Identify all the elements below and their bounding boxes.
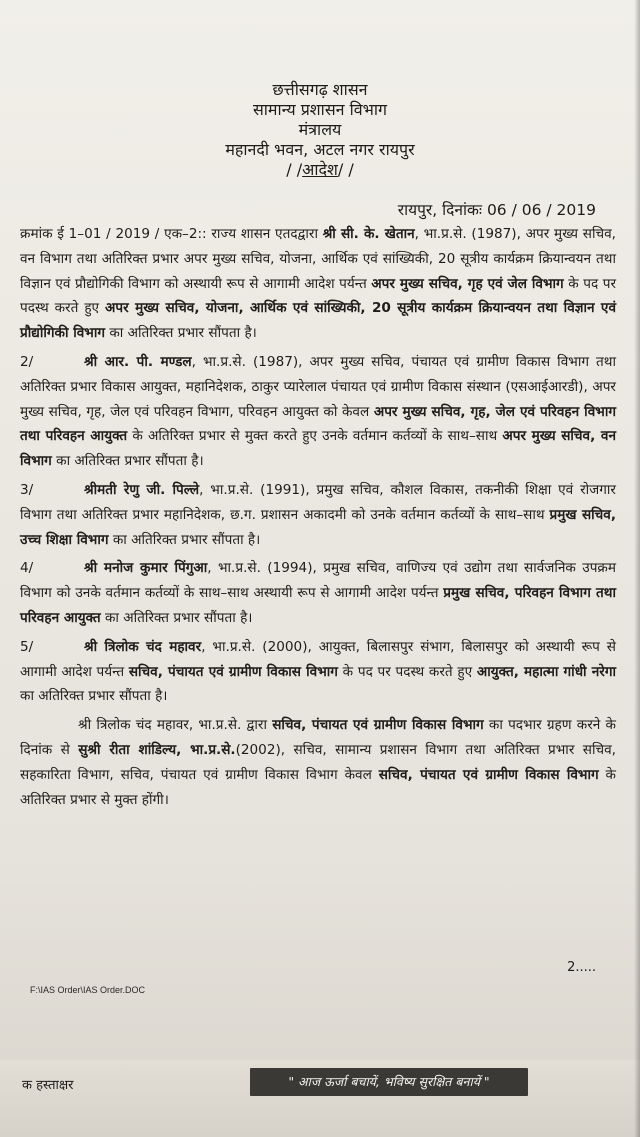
file-path: F:\IAS Order\IAS Order.DOC [30, 985, 146, 995]
paragraph-1: क्रमांक ई 1–01 / 2019 / एक–2:: राज्य शासन एतदद्वारा श्री सी. के. खेतान, भा.प्र.से. (1987), अपर मुख्य सचिव, वन विभाग तथा अतिरिक्त प्रभार अपर मुख्य सचिव, योजना, आर्थिक एवं सांख्यिकी, 20 सूत्रीय कार्यक्रम क्रियान्वयन तथा विज्ञान एवं प्रौद्योगिकी विभाग को अस्थायी रूप से आगामी आदेश पर्यन्त अपर मुख्य सचिव, गृह एवं जेल विभाग के पद पर पदस्थ करते हुए अपर मुख्य सचिव, योजना, आर्थिक एवं सांख्यिकी, 20 सूत्रीय कार्यक्रम क्रियान्वयन तथा विज्ञान एवं प्रौद्योगिकी विभाग का अतिरिक्त प्रभार सौंपता है। [20, 226, 617, 342]
address: महानदी भवन, अटल नगर रायपुर [225, 140, 415, 159]
paragraph-3: 3/ श्रीमती रेणु जी. पिल्ले, भा.प्र.से. (1991), प्रमुख सचिव, कौशल विकास, तकनीकी शिक्षा एवं रोजगार विभाग तथा अतिरिक्त प्रभार महानिदेशक, छ.ग. प्रशासन अकादमी को उनके वर्तमान कर्तव्यों के साथ–साथ प्रमुख सचिव, उच्च शिक्षा विभाग का अतिरिक्त प्रभार सौंपता है। [20, 478, 616, 552]
page-continuation: 2..... [567, 960, 596, 975]
order-word: आदेश [302, 160, 338, 179]
paragraph-6: श्री त्रिलोक चंद महावर, भा.प्र.से. द्वारा सचिव, पंचायत एवं ग्रामीण विकास विभाग का पदभार ग्रहण करने के दिनांक से सुश्री रीता शांडिल्य, भा.प्र.से.(2002), सचिव, सामान्य प्रशासन विभाग तथा अतिरिक्त प्रभार सचिव, सहकारिता विभाग, सचिव, पंचायत एवं ग्रामीण विकास विभाग केवल सचिव, पंचायत एवं ग्रामीण विकास विभाग के अतिरिक्त प्रभार से मुक्त होंगी। [20, 717, 617, 808]
paragraph-number: 4/ [20, 560, 34, 577]
paragraph-number: 5/ [20, 638, 34, 655]
paragraph-number: 2/ [20, 353, 34, 370]
paragraph-number: 3/ [20, 481, 34, 498]
paragraph-5: 5/ श्री त्रिलोक चंद महावर, भा.प्र.से. (2000), आयुक्त, बिलासपुर संभाग, बिलासपुर को अस्थायी रूप से आगामी आदेश पर्यन्त सचिव, पंचायत एवं ग्रामीण विकास विभाग के पद पर पदस्थ करते हुए आयुक्त, महात्मा गांधी नरेगा का अतिरिक्त प्रभार सौंपता है। [20, 635, 616, 709]
energy-slogan-banner: " आज ऊर्जा बचायें, भविष्य सुरक्षित बनायें " [250, 1068, 528, 1096]
order-heading: / /आदेश/ / [286, 160, 354, 179]
office-name: मंत्रालय [298, 120, 342, 139]
paragraph-4: 4/ श्री मनोज कुमार पिंगुआ, भा.प्र.से. (1994), प्रमुख सचिव, वाणिज्य एवं उद्योग तथा सार्वजनिक उपक्रम विभाग को उनके वर्तमान कर्तव्यों के साथ–साथ अस्थायी रूप से आगामी आदेश पर्यन्त प्रमुख सचिव, परिवहन विभाग तथा परिवहन आयुक्त का अतिरिक्त प्रभार सौंपता है। [20, 556, 616, 630]
place-date: रायपुर, दिनांकः 06 / 06 / 2019 [397, 201, 596, 219]
department-name: सामान्य प्रशासन विभाग [252, 100, 388, 119]
paragraph-2: 2/ श्री आर. पी. मण्डल, भा.प्र.से. (1987), अपर मुख्य सचिव, पंचायत एवं ग्रामीण विकास विभाग तथा अतिरिक्त प्रभार विकास आयुक्त, महानिदेशक, ठाकुर प्यारेलाल पंचायत एवं ग्रामीण विकास संस्थान (एसआईआरडी), अपर मुख्य सचिव, गृह, जेल एवं परिवहन विभाग, परिवहन आयुक्त को केवल अपर मुख्य सचिव, गृह, जेल एवं परिवहन विभाग तथा परिवहन आयुक्त के अतिरिक्त प्रभार से मुक्त करते हुए उनके वर्तमान कर्तव्यों के साथ–साथ अपर मुख्य सचिव, वन विभाग का अतिरिक्त प्रभार सौंपता है। [20, 350, 616, 474]
page-edge-shadow [634, 0, 640, 1137]
letterhead [0, 80, 640, 180]
signature-label: क हस्ताक्षर [22, 1078, 74, 1093]
govt-name: छत्तीसगढ़ शासन [272, 80, 368, 99]
order-body [20, 222, 616, 816]
